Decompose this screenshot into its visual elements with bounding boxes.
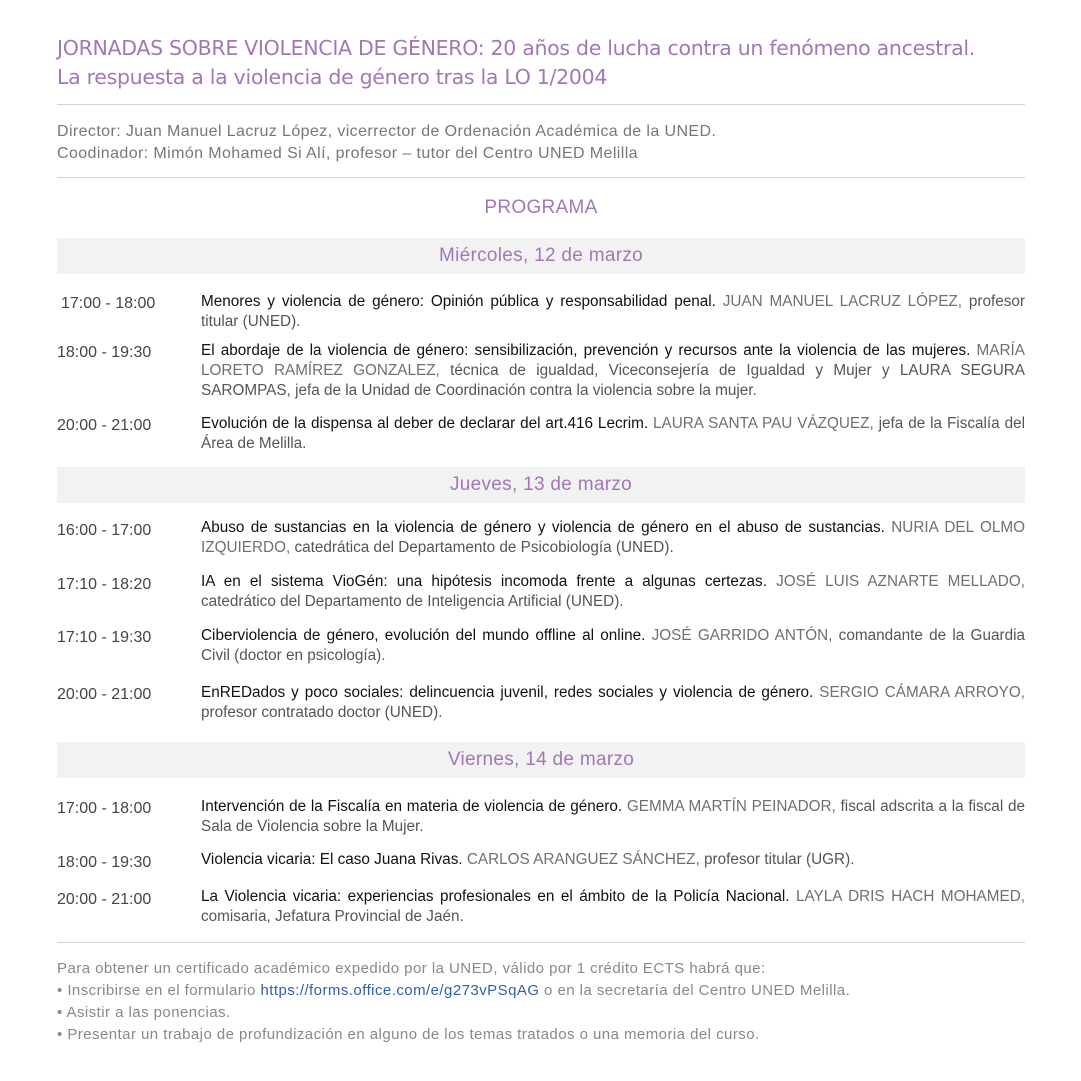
session-time: 20:00 - 21:00	[57, 417, 152, 434]
session-role: profesor titular (UGR).	[699, 851, 855, 868]
session-role: fiscal adscrita a la fiscal de Sala de Violencia sobre la Mujer.	[201, 798, 1025, 835]
certificate-requirements	[57, 958, 850, 1046]
divider	[57, 177, 1025, 178]
registration-form-link[interactable]: https://forms.office.com/e/g273vPSqAG	[260, 982, 540, 999]
session-role: técnica de igualdad, Viceconsejería de Igualdad y Mujer y LAURA SEGURA SAROMPAS, jefa de la Unidad de Coordinación contra la violencia sobre la mujer.	[201, 362, 1025, 399]
session-time: 17:10 - 18:20	[57, 576, 152, 593]
session-topic: IA en el sistema VioGén: una hipótesis incomoda frente a algunas certezas.	[201, 573, 767, 590]
session-description	[201, 414, 1025, 454]
session-speaker: JOSÉ GARRIDO ANTÓN,	[645, 627, 833, 644]
session-role: comisaria, Jefatura Provincial de Jaén.	[201, 908, 464, 925]
title-line-2: La respuesta a la violencia de género tras la LO 1/2004	[57, 65, 608, 89]
session-time: 18:00 - 19:30	[57, 344, 152, 361]
divider	[57, 942, 1025, 943]
session-speaker: CARLOS ARANGUEZ SÁNCHEZ,	[462, 851, 700, 868]
coordinator-line: Coodinador: Mimón Mohamed Si Alí, profesor – tutor del Centro UNED Melilla	[57, 145, 638, 162]
session-role: profesor contratado doctor (UNED).	[201, 704, 443, 721]
session-description	[201, 850, 1025, 870]
session-time: 18:00 - 19:30	[57, 854, 152, 871]
session-time: 20:00 - 21:00	[57, 686, 152, 703]
session-speaker: MARÍA LORETO RAMÍREZ GONZALEZ,	[201, 342, 1025, 379]
session-description	[201, 797, 1025, 837]
day-header-miercoles: Miércoles, 12 de marzo	[57, 238, 1025, 274]
session-topic: Violencia vicaria: El caso Juana Rivas.	[201, 851, 463, 868]
session-topic: El abordaje de la violencia de género: sensibilización, prevención y recursos ante la violencia de las mujeres.	[201, 342, 971, 359]
session-time: 17:10 - 19:30	[57, 629, 152, 646]
session-speaker: LAYLA DRIS HACH MOHAMED,	[789, 888, 1025, 905]
session-speaker: JOSÉ LUIS AZNARTE MELLADO,	[766, 573, 1026, 590]
session-role: catedrático del Departamento de Inteligencia Artificial (UNED).	[201, 593, 624, 610]
session-description	[201, 683, 1025, 723]
divider	[57, 104, 1025, 105]
session-description	[201, 887, 1025, 927]
session-topic: EnREDados y poco sociales: delincuencia juvenil, redes sociales y violencia de género.	[201, 684, 814, 701]
programa-heading: PROGRAMA	[484, 197, 598, 218]
requirement-3: • Presentar un trabajo de profundización en alguno de los temas tratados o una memoria del curso.	[57, 1026, 760, 1043]
day-header-jueves: Jueves, 13 de marzo	[57, 467, 1025, 503]
session-description	[201, 518, 1025, 558]
session-role: comandante de la Guardia Civil (doctor en psicología).	[201, 627, 1025, 664]
title-line-1: JORNADAS SOBRE VIOLENCIA DE GÉNERO: 20 años de lucha contra un fenómeno ancestral.	[57, 36, 976, 60]
session-topic: Intervención de la Fiscalía en materia de violencia de género.	[201, 798, 623, 815]
session-topic: Abuso de sustancias en la violencia de género y violencia de género en el abuso de sustancias.	[201, 519, 885, 536]
course-credits	[57, 121, 716, 165]
requirement-2: • Asistir a las ponencias.	[57, 1004, 231, 1021]
session-time: 20:00 - 21:00	[57, 891, 152, 908]
session-speaker: SERGIO CÁMARA ARROYO,	[813, 684, 1025, 701]
session-speaker: JUAN MANUEL LACRUZ LÓPEZ,	[715, 293, 963, 310]
session-time: 17:00 - 18:00	[57, 800, 152, 817]
session-time: 16:00 - 17:00	[57, 522, 152, 539]
session-topic: La Violencia vicaria: experiencias profesionales en el ámbito de la Policía Nacional.	[201, 888, 790, 905]
session-description	[201, 626, 1025, 666]
requirements-intro: Para obtener un certificado académico expedido por la UNED, válido por 1 crédito ECTS habrá que:	[57, 960, 766, 977]
session-topic: Ciberviolencia de género, evolución del mundo offline al online.	[201, 627, 646, 644]
requirement-1: • Inscribirse en el formulario https://forms.office.com/e/g273vPSqAG o en la secretaría del Centro UNED Melilla.	[57, 982, 851, 999]
director-line: Director: Juan Manuel Lacruz López, vicerrector de Ordenación Académica de la UNED.	[57, 123, 717, 140]
session-role: jefa de la Fiscalía del Área de Melilla.	[201, 415, 1025, 452]
session-topic: Menores y violencia de género: Opinión pública y responsabilidad penal.	[201, 293, 716, 310]
session-topic: Evolución de la dispensa al deber de declarar del art.416 Lecrim.	[201, 415, 649, 432]
session-role: profesor titular (UNED).	[201, 293, 1025, 330]
session-description	[201, 341, 1025, 401]
day-header-viernes: Viernes, 14 de marzo	[57, 742, 1025, 778]
session-role: catedrática del Departamento de Psicobiología (UNED).	[290, 539, 674, 556]
session-time: 17:00 - 18:00	[61, 295, 156, 312]
session-speaker: NURIA DEL OLMO IZQUIERDO,	[201, 519, 1025, 556]
session-speaker: GEMMA MARTÍN PEINADOR,	[622, 798, 836, 815]
session-description	[201, 572, 1025, 612]
session-speaker: LAURA SANTA PAU VÁZQUEZ,	[648, 415, 874, 432]
document-title	[57, 34, 1047, 92]
session-description	[201, 292, 1025, 332]
